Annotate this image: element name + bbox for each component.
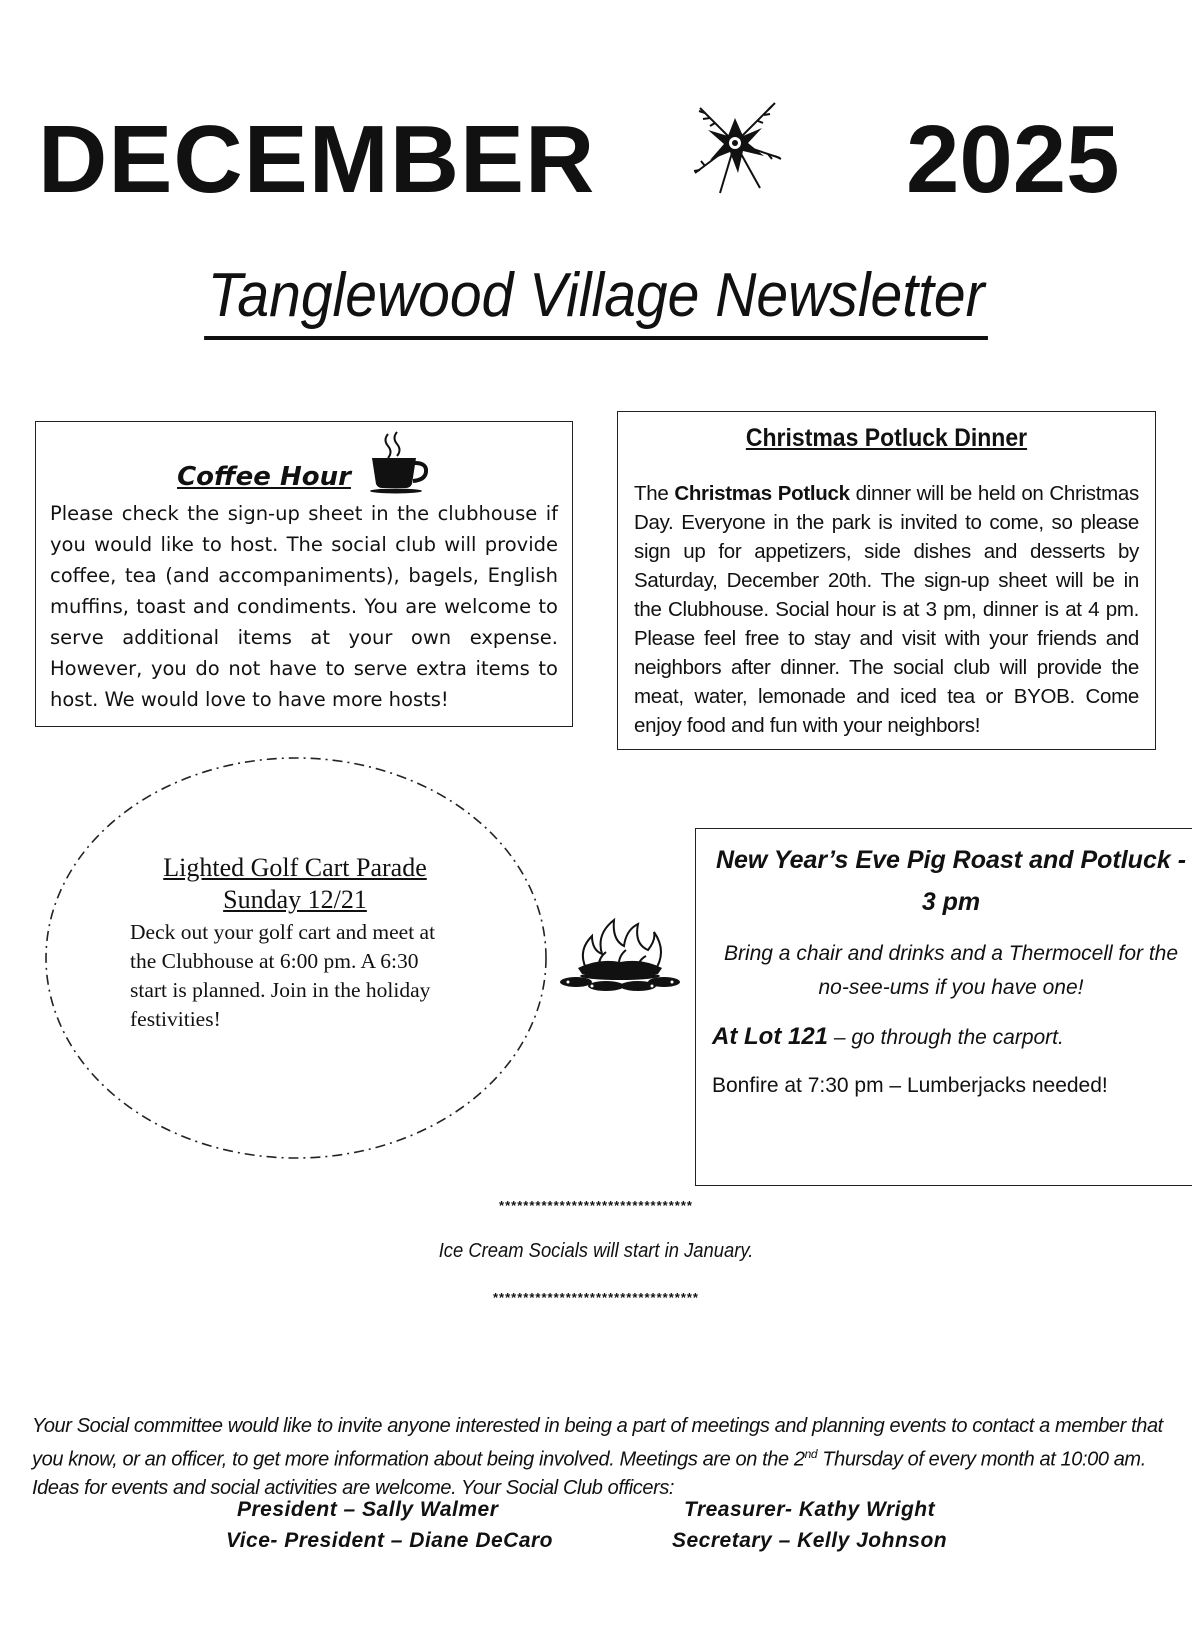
golf-cart-parade	[130, 852, 460, 1034]
officer-president: President – Sally Walmer	[237, 1498, 499, 1521]
potluck-body	[634, 479, 1139, 740]
ice-cream-notice: Ice Cream Socials will start in January.	[438, 1240, 754, 1262]
stars-divider-top: ********************************	[499, 1198, 693, 1213]
social-committee-invite	[32, 1412, 1172, 1502]
officer-vice-president: Vice- President – Diane DeCaro	[226, 1529, 554, 1552]
stars-divider-bottom: **********************************	[492, 1290, 699, 1305]
newsletter-title-text: Tanglewood Village Newsletter	[204, 262, 988, 340]
coffee-cup-icon	[370, 430, 432, 494]
parade-title-line1: Lighted Golf Cart Parade	[163, 853, 427, 882]
nye-lot-rest: – go through the carport.	[828, 1026, 1064, 1049]
invite-text-sup: nd	[804, 1447, 818, 1461]
potluck-body-bold: Christmas Potluck	[674, 482, 850, 505]
officer-treasurer: Treasurer- Kathy Wright	[684, 1498, 936, 1521]
invite-text-b: Thursday of every month at 10:00 am. Ideas for events and social activities are welcome. Your Social Club officers:	[32, 1448, 1146, 1499]
potluck-title: Christmas Potluck Dinner	[745, 424, 1028, 452]
poinsettia-icon	[680, 88, 790, 198]
nye-title: New Year’s Eve Pig Roast and Potluck - 3 pm	[715, 846, 1187, 916]
month-heading: DECEMBER	[38, 106, 596, 213]
parade-body: Deck out your golf cart and meet at the Clubhouse at 6:00 pm. A 6:30 start is planned. Join in the holiday festivities!	[130, 920, 436, 1031]
potluck-body-intro: The	[634, 482, 675, 505]
potluck-body-rest: dinner will be held on Christmas Day. Everyone in the park is invited to come, so please sign up for appetizers, side dishes and desserts by Saturday, December 20th. The sign-up sheet will be in the Clubhouse. Social hour is at 3 pm, dinner is at 4 pm. Please feel free to stay and visit with your friends and neighbors after dinner. The social club will provide the meat, water, lemonade and iced tea or BYOB. Come enjoy food and fun with your neighbors!	[634, 482, 1139, 737]
nye-bonfire-text: Bonfire at 7:30 pm – Lumberjacks needed!	[712, 1074, 1108, 1097]
nye-pig-roast-box	[695, 828, 1192, 1186]
coffee-hour-body: Please check the sign-up sheet in the clubhouse if you would like to host. The social club will provide coffee, tea (and accompaniments), bagels, English muffins, toast and condiments. You are welcome to serve additional items at your own expense. However, you do not have to serve extra items to host. We would love to have more hosts!	[50, 502, 558, 711]
nye-lot-bold: At Lot 121	[712, 1023, 829, 1050]
coffee-hour-title: Coffee Hour	[177, 462, 351, 492]
year-heading: 2025	[906, 106, 1120, 213]
newsletter-title	[0, 262, 1192, 340]
invite-text-a: Your Social committee would like to invite anyone interested in being a part of meetings and planning events to contact a member that you know, or an officer, to get more information about being involved. Meetings are on the 2	[32, 1415, 1163, 1471]
nye-location	[712, 1023, 1190, 1051]
coffee-hour-box	[35, 421, 573, 727]
officer-secretary: Secretary – Kelly Johnson	[672, 1529, 948, 1552]
parade-title-line2: Sunday 12/21	[223, 885, 367, 914]
nye-bring-text: Bring a chair and drinks and a Thermocell for the no-see-ums if you have one!	[723, 942, 1179, 999]
christmas-potluck-box	[617, 411, 1156, 750]
campfire-icon	[558, 910, 682, 1000]
